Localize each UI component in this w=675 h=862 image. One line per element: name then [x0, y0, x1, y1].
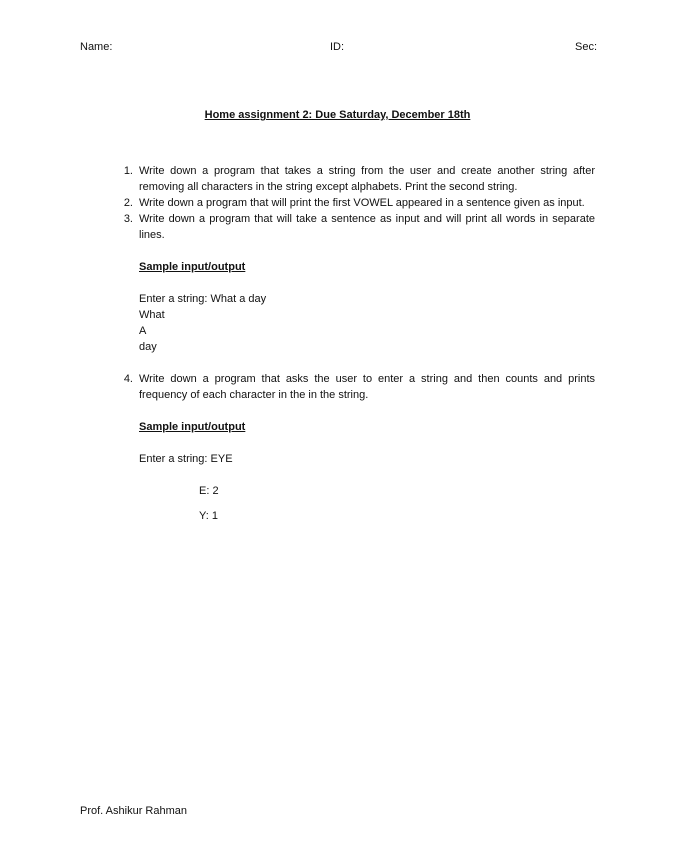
sample-1-line: Enter a string: What a day [139, 293, 267, 305]
sample-1-line: A [139, 325, 147, 337]
sample-1-line: day [139, 341, 157, 353]
question-3-number: 3. [123, 213, 133, 225]
sample-1-heading: Sample input/output [139, 261, 246, 273]
sample-2-heading: Sample input/output [139, 421, 246, 433]
header-name-label: Name: [80, 41, 113, 53]
header-id-label: ID: [330, 41, 345, 53]
question-2-number: 2. [123, 197, 133, 209]
footer-author: Prof. Ashikur Rahman [80, 805, 187, 817]
sample-2-output: Y: 1 [199, 510, 218, 522]
question-4-number: 4. [123, 373, 133, 385]
question-2-text: Write down a program that will print the first VOWEL appeared in a sentence given as input. [139, 197, 585, 209]
question-4-text: Write down a program that asks the user to enter a string and then counts and prints frequency of each character in the in the string. [139, 373, 595, 401]
sample-1-line: What [139, 309, 165, 321]
question-1-number: 1. [123, 165, 133, 177]
question-1-text: Write down a program that takes a string from the user and create another string after removing all characters in the string except alphabets. Print the second string. [139, 165, 595, 193]
sample-2-output: E: 2 [199, 485, 219, 497]
question-3-text: Write down a program that will take a sentence as input and will print all words in separate lines. [139, 213, 595, 241]
assignment-title: Home assignment 2: Due Saturday, December 18th [204, 109, 471, 121]
sample-2-prompt: Enter a string: EYE [139, 453, 233, 465]
header-sec-label: Sec: [575, 41, 598, 53]
